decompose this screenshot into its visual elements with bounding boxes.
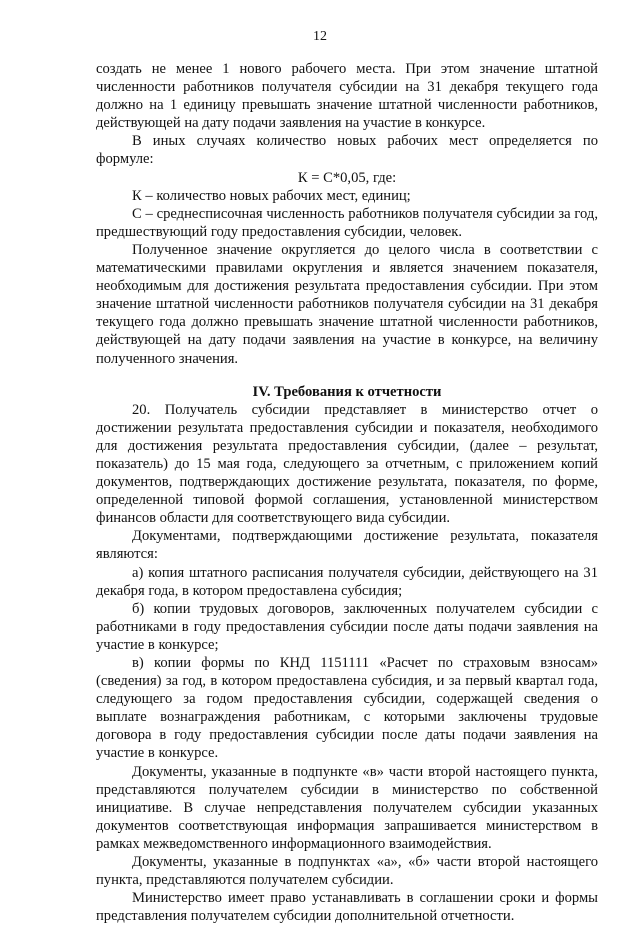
definition-k: К – количество новых рабочих мест, единиц; xyxy=(132,187,411,204)
paragraph-documents-v: Документы, указанные в подпункте «в» части второй настоящего пункта, представляются получателем субсидии в министерство по собственной инициативе. В случае непредставления получателем субсидии указанных документов соответствующая информация запрашивается министерством в рамках межведомственного информационного взаимодействия. xyxy=(96,763,598,852)
document-body xyxy=(96,60,598,925)
paragraph-rounding: Полученное значение округляется до целого числа в соответствии с математическими правилами округления и является значением показателя, необходимым для достижения результата предоставления субсидии. При этом значение штатной численности работников получателя субсидии на 31 декабря текущего года должно превышать значение штатной численности работников, действующей на дату подачи заявления на участие в конкурсе, на величину полученного значения. xyxy=(96,241,598,367)
page-number: 12 xyxy=(313,29,327,44)
definition-c: С – среднесписочная численность работников получателя субсидии за год, предшествующий году предоставления субсидии, человек. xyxy=(96,205,598,240)
list-item-v: в) копии формы по КНД 1151111 «Расчет по страховым взносам» (сведения) за год, в котором предоставлена субсидия, и за первый квартал года, следующего за годом предоставления субсидии, содержащей сведения о выплате вознаграждения работникам, с которыми заключены трудовые договора в году предоставления субсидии после даты подачи заявления на участие в конкурсе. xyxy=(96,655,598,762)
paragraph-continuation: создать не менее 1 нового рабочего места. При этом значение штатной численности работников получателя субсидии на 31 декабря текущего года должно на 1 единицу превышать значение штатной численности работников, действующей на дату подачи заявления на участие в конкурсе. xyxy=(96,61,598,132)
section-heading: IV. Требования к отчетности xyxy=(252,383,442,400)
formula: К = С*0,05, где: xyxy=(297,169,397,186)
paragraph-item-20: 20. Получатель субсидии представляет в министерство отчет о достижении результата предоставления субсидии и показателя, необходимого для достижения результата предоставления субсидии, (далее – результат, показатель) до 15 мая года, следующего за отчетным, с приложением копий документов, подтверждающих достижение результата, показателя, по форме, определенной типовой формой соглашения, установленной министерством финансов области для соответствующего вида субсидии. xyxy=(96,401,598,527)
paragraph-documents-ab: Документы, указанные в подпунктах «а», «б» части второй настоящего пункта, представляются получателем субсидии. xyxy=(96,854,598,889)
list-item-b: б) копии трудовых договоров, заключенных получателем субсидии с работниками в году предоставления субсидии после даты подачи заявления на участие в конкурсе; xyxy=(96,600,598,653)
list-item-a: а) копия штатного расписания получателя субсидии, действующего на 31 декабря года, в котором предоставлена субсидия; xyxy=(96,564,598,599)
paragraph-formula-intro: В иных случаях количество новых рабочих мест определяется по формуле: xyxy=(96,133,598,168)
paragraph-documents-intro: Документами, подтверждающими достижение результата, показателя являются: xyxy=(96,528,598,563)
paragraph-ministry-rights: Министерство имеет право устанавливать в соглашении сроки и формы представления получателем субсидии дополнительной отчетности. xyxy=(96,890,598,925)
